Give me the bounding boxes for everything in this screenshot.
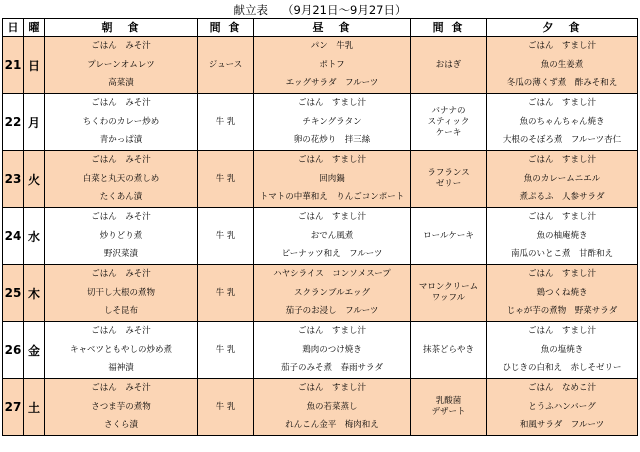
breakfast-cell xyxy=(45,322,198,379)
menu-item: ケーキ xyxy=(435,127,462,138)
menu-item: ごはん みそ汁 xyxy=(91,155,151,166)
menu-item: キャベツともやしの炒め煮 xyxy=(69,344,172,355)
header-dow: 曜 xyxy=(24,19,45,37)
menu-item: ごはん すまし汁 xyxy=(527,326,596,337)
menu-item: ごはん みそ汁 xyxy=(91,212,151,223)
page-title xyxy=(0,2,640,18)
header-snack-pm: 間 食 xyxy=(411,19,487,37)
menu-item: ワッフル xyxy=(431,293,466,303)
menu-item: 白菜と丸天の煮しめ xyxy=(82,173,160,184)
menu-item: ごはん みそ汁 xyxy=(91,383,151,394)
header-lunch: 昼 食 xyxy=(254,19,411,37)
menu-body xyxy=(3,37,638,436)
menu-item: 炒りどり煮 xyxy=(99,230,143,241)
snack-am-cell xyxy=(198,151,254,208)
snack-pm-cell xyxy=(411,265,487,322)
snack-pm-cell xyxy=(411,151,487,208)
menu-item: デザート xyxy=(431,407,466,417)
menu-item: トマトの中華和え りんごコンポート xyxy=(259,192,405,203)
menu-item: ごはん すまし汁 xyxy=(297,383,366,394)
menu-item: 高菜漬 xyxy=(108,78,134,89)
menu-item: ポトフ xyxy=(319,59,345,70)
menu-item: ごはん みそ汁 xyxy=(91,41,151,52)
menu-item: ごはん なめこ汁 xyxy=(527,383,596,394)
menu-item: ハヤシライス コンソメスープ xyxy=(273,269,391,280)
snack-am-cell xyxy=(198,265,254,322)
dinner-cell xyxy=(487,322,638,379)
menu-item: 卵の花炒り 拌三絲 xyxy=(293,135,371,146)
breakfast-cell xyxy=(45,151,198,208)
menu-item: 青かっぱ漬 xyxy=(99,135,143,146)
menu-item: 魚の塩焼き xyxy=(540,344,584,355)
day-row xyxy=(3,151,638,208)
menu-item: ピーナッツ和え フルーツ xyxy=(281,249,383,260)
menu-item: 牛 乳 xyxy=(215,230,236,241)
menu-item: ごはん すまし汁 xyxy=(527,41,596,52)
lunch-cell xyxy=(254,208,411,265)
menu-item: しそ昆布 xyxy=(103,306,138,317)
menu-item: 回肉鍋 xyxy=(319,173,345,184)
header-snack-am: 間 食 xyxy=(198,19,254,37)
menu-item: たくあん漬 xyxy=(99,192,143,203)
header-breakfast: 朝 食 xyxy=(45,19,198,37)
menu-item: ラフランス xyxy=(427,168,470,178)
weekday-cell: 日 xyxy=(24,37,45,94)
menu-item: 煮ぷるふ 人参サラダ xyxy=(519,192,605,203)
menu-item: 牛 乳 xyxy=(215,287,236,298)
menu-item: 抹茶どらやき xyxy=(422,344,474,355)
menu-item: 切干し大根の煮物 xyxy=(86,287,155,298)
snack-am-cell xyxy=(198,322,254,379)
date-cell: 27 xyxy=(3,379,24,436)
breakfast-cell xyxy=(45,94,198,151)
menu-item: れんこん金平 梅肉和え xyxy=(285,420,379,431)
snack-pm-cell xyxy=(411,37,487,94)
menu-item: ごはん すまし汁 xyxy=(527,269,596,280)
menu-item: 牛 乳 xyxy=(215,344,236,355)
day-row xyxy=(3,322,638,379)
menu-item: プレーンオムレツ xyxy=(87,59,155,70)
menu-item: ごはん すまし汁 xyxy=(297,326,366,337)
menu-item: ごはん すまし汁 xyxy=(297,155,366,166)
weekday-cell: 火 xyxy=(24,151,45,208)
dinner-cell xyxy=(487,94,638,151)
menu-item: さくら漬 xyxy=(103,420,138,431)
menu-item: パン 牛乳 xyxy=(310,41,354,52)
snack-pm-cell xyxy=(411,322,487,379)
breakfast-cell xyxy=(45,208,198,265)
header-dinner: 夕 食 xyxy=(487,19,638,37)
date-cell: 24 xyxy=(3,208,24,265)
menu-item: じゃが芋の煮物 野菜サラダ xyxy=(506,306,618,317)
dinner-cell xyxy=(487,37,638,94)
menu-item: 魚のカレームニエル xyxy=(523,173,601,184)
menu-item: さつま芋の煮物 xyxy=(91,401,151,412)
menu-item: ひじきの白和え 赤しそゼリー xyxy=(502,363,622,374)
snack-pm-cell xyxy=(411,94,487,151)
lunch-cell xyxy=(254,37,411,94)
date-cell: 23 xyxy=(3,151,24,208)
menu-item: ごはん すまし汁 xyxy=(527,212,596,223)
menu-item: 福神漬 xyxy=(108,363,134,374)
day-row xyxy=(3,379,638,436)
menu-item: バナナの xyxy=(431,105,466,116)
lunch-cell xyxy=(254,265,411,322)
dinner-cell xyxy=(487,265,638,322)
snack-am-cell xyxy=(198,37,254,94)
weekday-cell: 金 xyxy=(24,322,45,379)
menu-item: 魚の柚庵焼き xyxy=(536,230,588,241)
breakfast-cell xyxy=(45,37,198,94)
menu-item: エッグサラダ フルーツ xyxy=(285,78,379,89)
menu-item: おでん風煮 xyxy=(310,230,354,241)
snack-pm-cell xyxy=(411,379,487,436)
lunch-cell xyxy=(254,322,411,379)
snack-pm-cell xyxy=(411,208,487,265)
menu-item: 牛 乳 xyxy=(215,401,236,412)
day-row xyxy=(3,94,638,151)
menu-item: 牛 乳 xyxy=(215,116,236,127)
menu-item: 茄子のお浸し フルーツ xyxy=(285,306,379,317)
menu-item: 茄子のみそ煮 春雨サラダ xyxy=(281,363,383,374)
date-cell: 21 xyxy=(3,37,24,94)
menu-item: とうふハンバーグ xyxy=(528,401,596,412)
menu-item: 魚のちゃんちゃん焼き xyxy=(519,116,605,127)
lunch-cell xyxy=(254,379,411,436)
menu-item: 和風サラダ フルーツ xyxy=(519,420,605,431)
weekday-cell: 土 xyxy=(24,379,45,436)
menu-item: 魚の若菜蒸し xyxy=(306,401,358,412)
breakfast-cell xyxy=(45,379,198,436)
menu-item: 魚の生姜煮 xyxy=(540,59,584,70)
menu-item: 大根のそぼろ煮 フルーツ杏仁 xyxy=(502,135,622,146)
menu-item: ごはん みそ汁 xyxy=(91,269,151,280)
snack-am-cell xyxy=(198,94,254,151)
lunch-cell xyxy=(254,151,411,208)
menu-item: ごはん すまし汁 xyxy=(297,212,366,223)
day-row xyxy=(3,37,638,94)
menu-item: ごはん すまし汁 xyxy=(297,98,366,109)
menu-item: ちくわのカレー炒め xyxy=(82,116,160,127)
weekday-cell: 木 xyxy=(24,265,45,322)
header-row xyxy=(3,19,638,37)
menu-table xyxy=(2,18,638,436)
dinner-cell xyxy=(487,379,638,436)
menu-item: ごはん すまし汁 xyxy=(527,155,596,166)
menu-item: ジュース xyxy=(208,59,243,70)
menu-item: スクランブルエッグ xyxy=(294,287,370,298)
snack-am-cell xyxy=(198,208,254,265)
menu-item: 乳酸菌 xyxy=(435,396,462,406)
dinner-cell xyxy=(487,208,638,265)
dinner-cell xyxy=(487,151,638,208)
date-cell: 25 xyxy=(3,265,24,322)
menu-item: マロンクリーム xyxy=(418,282,479,292)
title-text: 献立表 xyxy=(233,3,269,17)
snack-am-cell xyxy=(198,379,254,436)
menu-item: 牛 乳 xyxy=(215,173,236,184)
date-cell: 26 xyxy=(3,322,24,379)
weekday-cell: 月 xyxy=(24,94,45,151)
menu-item: 鶏肉のつけ焼き xyxy=(302,344,362,355)
date-cell: 22 xyxy=(3,94,24,151)
weekday-cell: 水 xyxy=(24,208,45,265)
menu-item: ごはん みそ汁 xyxy=(91,326,151,337)
menu-item: 南瓜のいとこ煮 甘酢和え xyxy=(510,249,613,260)
menu-item: ごはん すまし汁 xyxy=(527,98,596,109)
breakfast-cell xyxy=(45,265,198,322)
day-row xyxy=(3,208,638,265)
menu-item: おはぎ xyxy=(435,59,462,70)
menu-item: チキングラタン xyxy=(302,116,362,127)
menu-item: スティック xyxy=(427,116,470,127)
lunch-cell xyxy=(254,94,411,151)
menu-item: ごはん みそ汁 xyxy=(91,98,151,109)
menu-item: ゼリー xyxy=(435,179,462,189)
menu-item: ロールケーキ xyxy=(423,230,474,241)
menu-item: 鶏つくね焼き xyxy=(536,287,588,298)
header-date: 日 xyxy=(3,19,24,37)
menu-item: 冬瓜の薄くず煮 酢みそ和え xyxy=(506,78,618,89)
day-row xyxy=(3,265,638,322)
title-period: （9月21日～9月27日） xyxy=(282,3,407,17)
menu-item: 野沢菜漬 xyxy=(103,249,138,260)
